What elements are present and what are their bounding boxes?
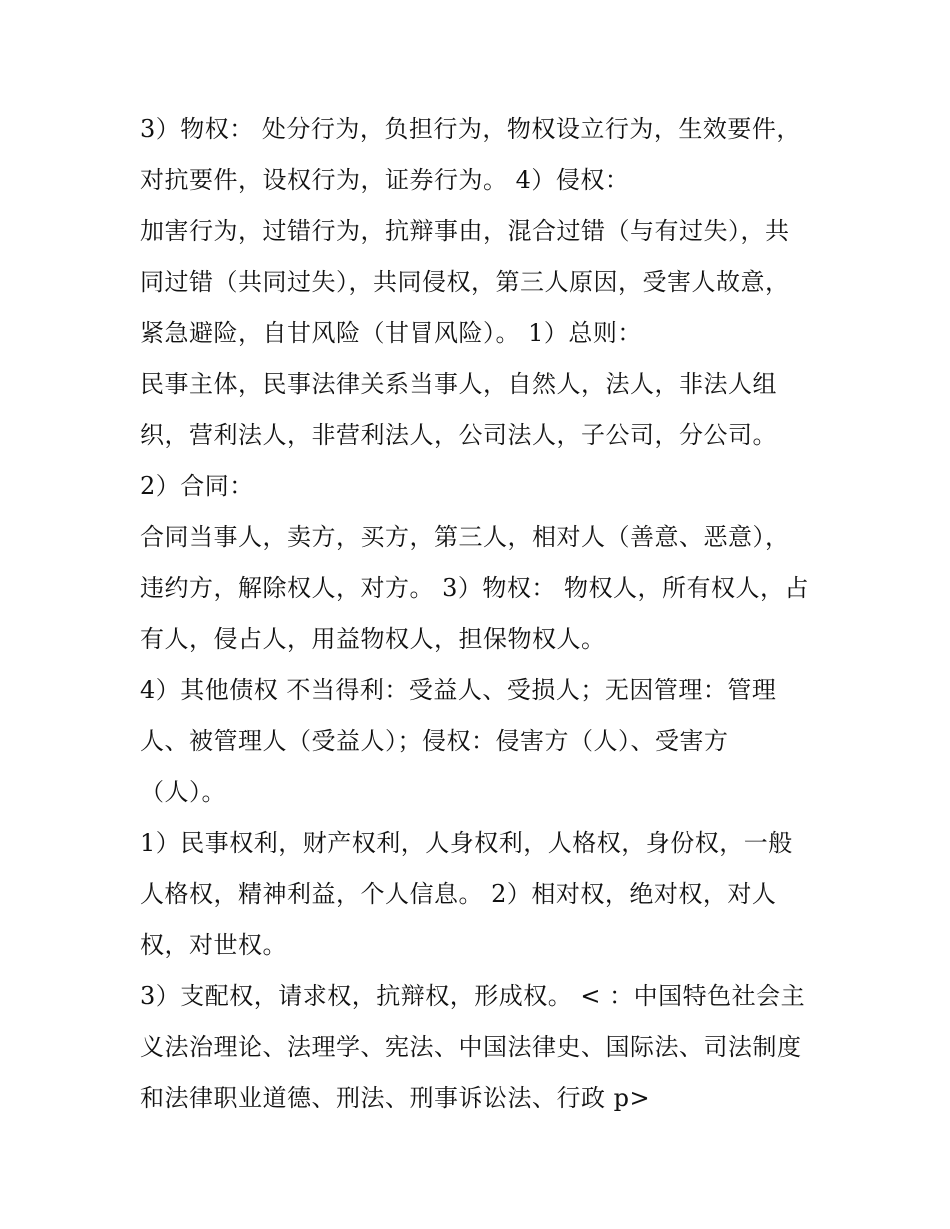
text-line: 3）物权： 处分行为，负担行为，物权设立行为，生效要件， xyxy=(140,115,801,143)
document-body xyxy=(140,104,820,1124)
text-line: 权，对世权。 xyxy=(140,931,287,959)
text-line: 加害行为，过错行为，抗辩事由，混合过错（与有过失），共 xyxy=(140,217,790,245)
text-line: 民事主体，民事法律关系当事人，自然人，法人，非法人组 xyxy=(140,370,777,398)
text-line: 人格权，精神利益，个人信息。 2）相对权，绝对权，对人 xyxy=(140,880,777,908)
text-line: 1）民事权利，财产权利，人身权利，人格权，身份权，一般 xyxy=(140,829,793,857)
text-line: 紧急避险，自甘风险（甘冒风险）。 1）总则： xyxy=(140,319,642,347)
text-line: 3）支配权，请求权，抗辩权，形成权。 < ：中国特色社会主 xyxy=(140,982,806,1010)
text-line: 4）其他债权 不当得利：受益人、受损人；无因管理：管理 xyxy=(140,676,777,704)
text-line: 义法治理论、法理学、宪法、中国法律史、国际法、司法制度 xyxy=(140,1033,802,1061)
text-line: 织，营利法人，非营利法人，公司法人，子公司，分公司。 xyxy=(140,421,777,449)
text-line: （人）。 xyxy=(140,778,226,806)
text-line: 违约方，解除权人，对方。 3）物权： 物权人，所有权人，占 xyxy=(140,574,810,602)
text-line: 同过错（共同过失），共同侵权，第三人原因，受害人故意， xyxy=(140,268,790,296)
text-line: 和法律职业道德、刑法、刑事诉讼法、行政 p> xyxy=(140,1084,651,1112)
text-line: 有人，侵占人，用益物权人，担保物权人。 xyxy=(140,625,606,653)
text-line: 2）合同： xyxy=(140,472,254,500)
text-line: 合同当事人，卖方，买方，第三人，相对人（善意、恶意）， xyxy=(140,523,790,551)
text-line: 对抗要件，设权行为，证券行为。 4）侵权： xyxy=(140,166,630,194)
text-line: 人、被管理人（受益人）；侵权：侵害方（人）、受害方 xyxy=(140,727,729,755)
